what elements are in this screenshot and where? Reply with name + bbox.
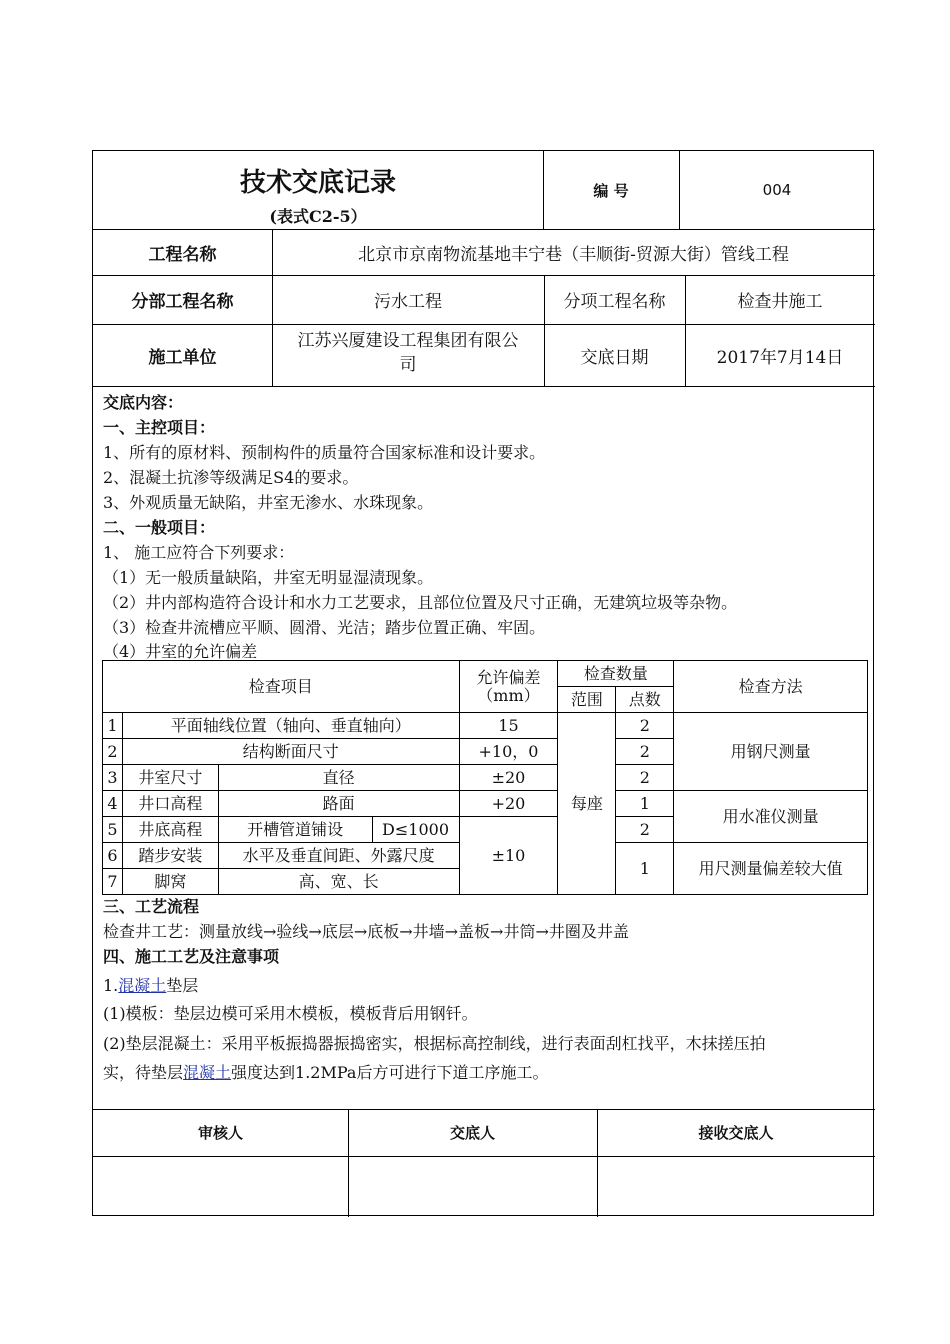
contractor-value [272,329,544,381]
row-points: 1 [616,843,674,895]
technical-briefing-record [92,150,874,1216]
receiver-signature-field[interactable] [597,1157,875,1217]
row-category: 踏步安装 [122,843,218,869]
header-check-method: 检查方法 [674,661,868,713]
section-4-paragraph-2-line-2 [103,1060,548,1083]
row-item: 路面 [218,791,459,817]
row-category: 井口高程 [122,791,218,817]
row-number: 7 [103,869,123,895]
section-3-text: 检查井工艺：测量放线→验线→底层→底板→井墙→盖板→井筒→井圈及井盖 [103,922,629,941]
briefing-date-value: 2017年7月14日 [716,347,844,368]
concrete-link[interactable]: 混凝土 [118,976,167,995]
division-label: 分部工程名称 [131,292,234,312]
section-4-paragraph-1: (1)模板：垫层边模可采用木模板，模板背后用钢钎。 [103,1004,478,1023]
header-tolerance [459,661,558,713]
section-2-item: （1）无一般质量缺陷，井室无明显湿渍现象。 [103,568,434,587]
number-value: 004 [762,181,792,199]
method-steel-ruler: 用钢尺测量 [674,713,868,791]
receiver-label: 接收交底人 [698,1124,774,1142]
row-item: 结构断面尺寸 [122,739,459,765]
row-subitem: D≤1000 [372,817,459,843]
row-number: 6 [103,843,123,869]
row-tolerance: ±20 [459,765,558,791]
form-code: (表式C2-5） [269,206,367,226]
sub-item-label: 分项工程名称 [563,292,666,312]
row-item: 开槽管道铺设 [218,817,372,843]
reviewer-signature-field[interactable] [93,1157,348,1217]
division-value: 污水工程 [374,292,442,312]
row-points: 1 [616,791,674,817]
header-points: 点数 [616,687,674,713]
section-1-item: 1、所有的原材料、预制构件的质量符合国家标准和设计要求。 [103,443,546,462]
contractor-label: 施工单位 [148,347,217,368]
section-4-paragraph-2-line-1: (2)垫层混凝土：采用平板振捣器振捣密实，根据标高控制线，进行表面刮杠找平，木抹搓压拍 [103,1034,766,1053]
row-item: 水平及垂直间距、外露尺度 [218,843,459,869]
sub-item-value: 检查井施工 [737,292,823,312]
document-title: 技术交底记录 [239,167,396,198]
row-number: 2 [103,739,123,765]
contractor-value-line1: 江苏兴厦建设工程集团有限公 [297,331,519,351]
section-4-p2-prefix: 实，待垫层 [103,1063,184,1082]
section-2-item: （3）检查井流槽应平顺、圆滑、光洁；踏步位置正确、牢固。 [103,618,546,637]
section-4-p2-suffix: 强度达到1.2MPa后方可进行下道工序施工。 [231,1063,549,1082]
table-row [103,791,868,817]
content-heading: 交底内容： [103,393,184,412]
section-2-item: （2）井内部构造符合设计和水力工艺要求，且部位位置及尺寸正确，无建筑垃圾等杂物。 [103,593,738,612]
shared-range: 每座 [558,713,616,895]
row-item: 平面轴线位置（轴向、垂直轴向） [122,713,459,739]
row-number: 4 [103,791,123,817]
briefing-date-label: 交底日期 [580,347,649,368]
row-category: 井底高程 [122,817,218,843]
row-item: 直径 [218,765,459,791]
method-level-instrument: 用水准仪测量 [674,791,868,843]
row-tolerance: 15 [459,713,558,739]
row-points: 2 [616,817,674,843]
section-2-item: 1、 施工应符合下列要求： [103,543,295,562]
header-tolerance-line1: 允许偏差 [476,667,541,687]
section-4-title: 四、施工工艺及注意事项 [103,947,280,966]
section-4-item-1-prefix: 1. [103,976,119,995]
table-row [103,713,868,739]
header-tolerance-line2: （mm） [477,685,540,705]
section-2-item: （4）井室的允许偏差 [103,642,258,661]
row-number: 5 [103,817,123,843]
project-name-label: 工程名称 [148,244,217,265]
section-1-item: 2、混凝土抗渗等级满足S4的要求。 [103,468,359,487]
row-points: 2 [616,713,674,739]
section-3-title: 三、工艺流程 [103,897,200,916]
row-tolerance: +10，0 [459,739,558,765]
presenter-label: 交底人 [449,1124,495,1142]
header-check-quantity: 检查数量 [558,661,674,687]
row-number: 1 [103,713,123,739]
method-ruler-max-deviation: 用尺测量偏差较大值 [674,843,868,895]
project-name-value: 北京市京南物流基地丰宁巷（丰顺街-贸源大街）管线工程 [358,244,789,265]
row-item: 高、宽、长 [218,869,459,895]
concrete-link[interactable]: 混凝土 [183,1063,232,1082]
row-tolerance: +20 [459,791,558,817]
presenter-signature-field[interactable] [348,1157,597,1217]
header-check-item: 检查项目 [103,661,460,713]
section-1-title: 一、主控项目： [103,418,216,437]
row-category: 井室尺寸 [122,765,218,791]
section-2-title: 二、一般项目： [103,518,216,537]
section-4-item-1 [103,973,198,996]
row-points: 2 [616,765,674,791]
tolerance-table [102,660,868,895]
section-4-item-1-suffix: 垫层 [166,976,199,995]
shared-tolerance: ±10 [459,817,558,895]
number-label: 编 号 [593,181,629,200]
header-range: 范围 [558,687,616,713]
row-category: 脚窝 [122,869,218,895]
contractor-value-line2: 司 [399,355,417,375]
reviewer-label: 审核人 [197,1124,243,1142]
row-number: 3 [103,765,123,791]
row-points: 2 [616,739,674,765]
section-1-item: 3、外观质量无缺陷，井室无渗水、水珠现象。 [103,493,434,512]
